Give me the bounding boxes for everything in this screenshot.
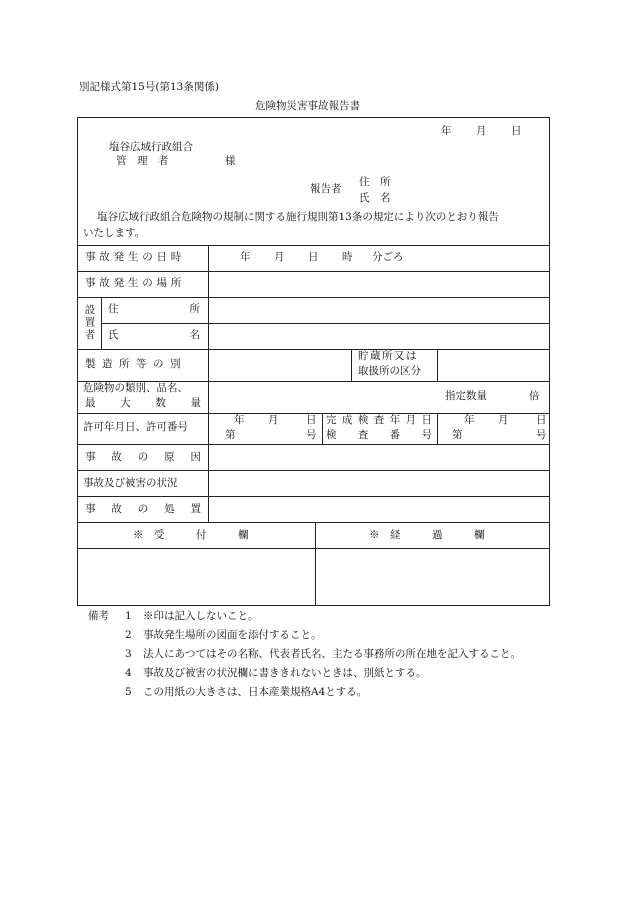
permit-number-prefix: 第 [225, 429, 236, 441]
date-year-label: 年 [441, 125, 452, 137]
note-number: 2 [125, 629, 132, 641]
datetime-day: 日 [308, 251, 319, 263]
note-text: 法人にあつてはその名称、代表者氏名、主たる事務所の所在地を記入すること。 [143, 648, 521, 660]
note-number: 4 [125, 667, 132, 679]
form-number: 別記様式第15号(第13条関係) [79, 81, 219, 93]
row-divider [78, 522, 549, 523]
row-divider [78, 349, 549, 350]
note-text: 事故及び被害の状況欄に書ききれないときは、別紙とする。 [143, 667, 427, 679]
note-number: 5 [125, 686, 132, 698]
reporter-address-label: 住 所 [359, 176, 391, 188]
row-divider [78, 297, 549, 298]
permit-year: 年 [234, 414, 245, 426]
date-month-label: 月 [476, 125, 487, 137]
column-divider [437, 413, 438, 444]
permit-number-suffix: 号 [306, 429, 317, 441]
installer-label: 設置者 [83, 304, 96, 342]
column-divider [351, 349, 352, 381]
datetime-hour: 時 [342, 251, 353, 263]
facility-type-label: 製造所等の別 [85, 358, 187, 370]
row-divider [78, 444, 549, 445]
times-label: 倍 [529, 390, 540, 402]
datetime-month: 月 [274, 251, 285, 263]
report-statement-line2: いたします。 [83, 227, 146, 239]
column-divider [208, 245, 209, 522]
datetime-year: 年 [240, 251, 251, 263]
recipient-org: 塩谷広域行政組合 [109, 141, 193, 153]
hazard-label-line2: 最 大 数 量 [85, 397, 201, 409]
column-divider [315, 522, 316, 606]
note-number: 3 [125, 648, 132, 660]
place-label: 事故発生の場所 [85, 277, 186, 289]
reporter-label: 報告者 [310, 183, 342, 195]
permit-month: 月 [268, 414, 279, 426]
inspection-year: 年 [464, 414, 475, 426]
cause-label: 事 故 の 原 因 [85, 451, 201, 463]
notes-label: 備考 [88, 610, 109, 622]
note-text: 事故発生場所の図面を添付すること。 [143, 629, 322, 641]
note-text: この用紙の大きさは、日本産業規格A4とする。 [143, 686, 368, 698]
reception-column-header: ※ 受 付 欄 [133, 529, 249, 541]
date-day-label: 日 [511, 125, 522, 137]
installer-name-label: 氏 名 [108, 329, 200, 341]
datetime-minute: 分ごろ [372, 251, 404, 263]
storage-label-line1: 貯蔵所又は [358, 350, 418, 362]
permit-day: 日 [306, 414, 317, 426]
inspection-date-label: 完 成 検 査 年 月 日 [326, 414, 432, 426]
column-divider [101, 297, 102, 349]
reporter-name-label: 氏 名 [359, 192, 391, 204]
report-form [77, 117, 550, 606]
storage-label-line2: 取扱所の区分 [358, 365, 421, 377]
inspection-number-prefix: 第 [452, 429, 463, 441]
row-divider [78, 470, 549, 471]
report-statement-line1: 塩谷広域行政組合危険物の規制に関する施行規則第13条の規定により次のとおり報告 [97, 211, 499, 223]
column-divider [322, 413, 323, 444]
inspection-number-label: 検 査 番 号 [326, 429, 432, 441]
recipient-manager: 管 理 者 [116, 155, 169, 167]
column-divider [437, 349, 438, 381]
row-divider [78, 548, 549, 549]
measures-label: 事 故 の 処 置 [85, 503, 201, 515]
note-text: ※印は記入しないこと。 [143, 610, 259, 622]
row-divider [101, 323, 549, 324]
note-number: 1 [125, 610, 132, 622]
damage-label: 事故及び被害の状況 [83, 477, 178, 489]
row-divider [78, 271, 549, 272]
inspection-number-suffix: 号 [536, 429, 547, 441]
designated-quantity-label: 指定数量 [445, 390, 487, 402]
recipient-honorific: 様 [225, 155, 236, 167]
inspection-day: 日 [536, 414, 547, 426]
hazard-label-line1: 危険物の類別、品名、 [83, 382, 188, 394]
permit-label: 許可年月日、許可番号 [83, 421, 188, 433]
inspection-month: 月 [498, 414, 509, 426]
datetime-label: 事故発生の日時 [85, 251, 186, 263]
progress-column-header: ※ 経 過 欄 [369, 529, 485, 541]
page-title: 危険物災害事故報告書 [255, 100, 360, 112]
installer-address-label: 住 所 [108, 303, 200, 315]
row-divider [78, 496, 549, 497]
row-divider [78, 245, 549, 246]
